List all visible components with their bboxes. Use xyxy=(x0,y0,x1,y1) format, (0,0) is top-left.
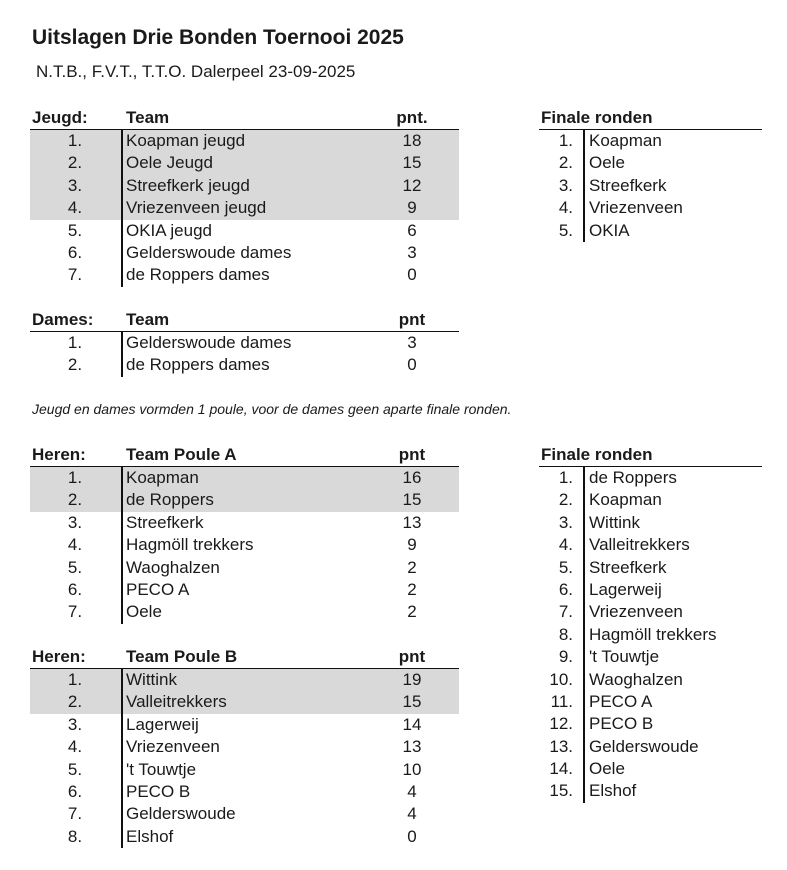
table-row xyxy=(539,758,762,780)
points-cell: 2 xyxy=(407,579,417,599)
rank-cell: 13. xyxy=(549,736,573,756)
table-row xyxy=(539,557,762,579)
team-cell: Valleitrekkers xyxy=(126,692,227,712)
points-column-header: pnt xyxy=(398,445,426,464)
table-row xyxy=(539,489,762,511)
column-divider xyxy=(121,130,123,287)
rank-cell: 5. xyxy=(67,759,83,779)
table-row xyxy=(539,624,762,646)
team-cell: Wittink xyxy=(126,670,177,689)
rank-cell: 5. xyxy=(67,557,83,577)
table-row xyxy=(30,130,459,152)
points-cell: 19 xyxy=(402,670,422,689)
category-label: Heren: xyxy=(32,647,86,666)
team-cell: Waoghalzen xyxy=(126,557,220,577)
team-cell: PECO A xyxy=(126,579,190,599)
rank-cell: 4. xyxy=(67,535,83,555)
team-cell: Streefkerk jeugd xyxy=(126,175,250,195)
team-column-header: Team Poule B xyxy=(126,647,238,666)
heren-poule-a-table xyxy=(30,444,459,624)
team-cell: Hagmöll trekkers xyxy=(126,535,254,555)
rank-cell: 6. xyxy=(67,242,83,262)
page-subtitle: N.T.B., F.V.T., T.T.O. Dalerpeel 23-09-2025 xyxy=(36,62,356,81)
table-row xyxy=(539,534,762,556)
table-row xyxy=(30,242,459,264)
rank-cell: 2. xyxy=(67,153,83,173)
team-cell: Oele xyxy=(126,602,162,622)
rank-cell: 4. xyxy=(558,535,573,555)
finale-header: Finale ronden xyxy=(541,445,653,464)
rank-cell: 2. xyxy=(67,355,83,375)
table-row xyxy=(539,197,762,219)
team-cell: Gelderswoude dames xyxy=(126,242,292,262)
rank-cell: 1. xyxy=(67,670,83,689)
table-row xyxy=(30,152,459,174)
table-row xyxy=(30,467,459,489)
team-cell: Lagerweij xyxy=(589,579,662,599)
table-row xyxy=(539,780,762,802)
team-cell: Gelderswoude xyxy=(589,736,699,756)
table-row xyxy=(539,130,762,152)
points-cell: 15 xyxy=(402,153,422,173)
points-cell: 2 xyxy=(407,557,417,577)
rank-cell: 5. xyxy=(558,220,573,240)
table-row xyxy=(30,669,459,691)
heren-poule-b-table xyxy=(30,646,459,848)
table-row xyxy=(539,512,762,534)
team-cell: Streefkerk xyxy=(589,175,667,195)
rank-cell: 3. xyxy=(67,512,83,532)
rank-cell: 6. xyxy=(67,781,83,801)
table-row xyxy=(30,759,459,781)
rank-cell: 7. xyxy=(67,265,83,285)
table-row xyxy=(30,736,459,758)
team-cell: de Roppers xyxy=(126,490,214,510)
rank-cell: 11. xyxy=(550,691,573,711)
rank-cell: 1. xyxy=(67,468,83,487)
rank-cell: 7. xyxy=(558,602,573,622)
points-cell: 4 xyxy=(407,781,417,801)
team-cell: Gelderswoude dames xyxy=(126,333,292,352)
table-body xyxy=(30,669,459,848)
team-cell: de Roppers xyxy=(589,468,677,487)
jeugd-table xyxy=(30,107,459,287)
rank-cell: 4. xyxy=(558,198,573,218)
rank-cell: 6. xyxy=(67,579,83,599)
column-divider xyxy=(583,130,585,242)
rank-cell: 3. xyxy=(558,512,573,532)
table-row xyxy=(539,691,762,713)
team-cell: de Roppers dames xyxy=(126,355,270,375)
team-cell: Waoghalzen xyxy=(589,669,683,689)
points-cell: 0 xyxy=(407,355,417,375)
points-cell: 9 xyxy=(407,535,417,555)
rank-cell: 15. xyxy=(549,781,573,801)
table-header xyxy=(30,646,459,669)
team-cell: PECO B xyxy=(126,781,191,801)
rank-cell: 5. xyxy=(67,220,83,240)
team-cell: Wittink xyxy=(589,512,640,532)
rank-cell: 3. xyxy=(67,175,83,195)
team-cell: Valleitrekkers xyxy=(589,535,690,555)
team-cell: de Roppers dames xyxy=(126,265,270,285)
points-cell: 3 xyxy=(407,333,417,352)
rank-cell: 3. xyxy=(558,175,573,195)
team-cell: 't Touwtje xyxy=(126,759,197,779)
rank-cell: 1. xyxy=(558,131,573,150)
table-row xyxy=(539,467,762,489)
table-row xyxy=(539,220,762,242)
points-column-header: pnt xyxy=(398,310,426,329)
points-cell: 10 xyxy=(402,759,422,779)
table-row xyxy=(539,152,762,174)
table-row xyxy=(30,175,459,197)
table-header xyxy=(30,444,459,467)
rank-cell: 10. xyxy=(549,669,573,689)
points-cell: 9 xyxy=(407,198,417,218)
table-row xyxy=(539,601,762,623)
rank-cell: 12. xyxy=(549,714,573,734)
points-cell: 16 xyxy=(402,468,422,487)
team-cell: OKIA xyxy=(589,220,630,240)
table-body xyxy=(30,467,459,624)
table-row xyxy=(539,646,762,668)
rank-cell: 4. xyxy=(67,737,83,757)
team-column-header: Team xyxy=(126,310,170,329)
team-cell: Vriezenveen jeugd xyxy=(126,198,267,218)
team-cell: Oele xyxy=(589,153,625,173)
rank-cell: 5. xyxy=(558,557,573,577)
rank-cell: 2. xyxy=(558,153,573,173)
team-cell: Koapman xyxy=(589,490,662,510)
team-cell: Vriezenveen xyxy=(126,737,220,757)
rank-cell: 3. xyxy=(67,714,83,734)
table-header xyxy=(539,107,762,130)
points-column-header: pnt. xyxy=(396,108,428,127)
table-header xyxy=(30,107,459,130)
team-cell: Lagerweij xyxy=(126,714,199,734)
table-body xyxy=(30,332,459,377)
team-cell: Oele Jeugd xyxy=(126,153,213,173)
table-row xyxy=(539,175,762,197)
column-divider xyxy=(121,332,123,377)
table-body xyxy=(539,467,762,803)
team-cell: Elshof xyxy=(589,781,637,801)
team-cell: Oele xyxy=(589,759,625,779)
team-cell: Koapman jeugd xyxy=(126,131,246,150)
table-row xyxy=(30,691,459,713)
rank-cell: 8. xyxy=(67,826,83,846)
rank-cell: 7. xyxy=(67,804,83,824)
team-cell: Koapman xyxy=(589,131,662,150)
rank-cell: 6. xyxy=(558,579,573,599)
points-cell: 13 xyxy=(402,737,422,757)
points-cell: 0 xyxy=(407,265,417,285)
category-label: Jeugd: xyxy=(32,108,88,127)
finale-header: Finale ronden xyxy=(541,108,653,127)
team-cell: Streefkerk xyxy=(589,557,667,577)
finale-jeugd-table xyxy=(539,107,762,242)
team-cell: Elshof xyxy=(126,826,174,846)
team-cell: PECO A xyxy=(589,691,653,711)
points-cell: 15 xyxy=(402,490,422,510)
table-header xyxy=(30,309,459,332)
column-divider xyxy=(121,669,123,848)
rank-cell: 9. xyxy=(558,647,573,667)
team-cell: 't Touwtje xyxy=(589,647,660,667)
table-header xyxy=(539,444,762,467)
points-column-header: pnt xyxy=(398,647,426,666)
column-divider xyxy=(583,467,585,803)
team-cell: Vriezenveen xyxy=(589,198,683,218)
team-cell: Hagmöll trekkers xyxy=(589,624,717,644)
table-row xyxy=(30,826,459,848)
table-row xyxy=(539,713,762,735)
points-cell: 15 xyxy=(402,692,422,712)
points-cell: 13 xyxy=(402,512,422,532)
table-row xyxy=(30,601,459,623)
table-row xyxy=(30,264,459,286)
rank-cell: 4. xyxy=(67,198,83,218)
points-cell: 6 xyxy=(407,220,417,240)
table-row xyxy=(30,354,459,376)
table-row xyxy=(30,332,459,354)
table-row xyxy=(30,579,459,601)
points-cell: 2 xyxy=(407,602,417,622)
points-cell: 0 xyxy=(407,826,417,846)
category-label: Dames: xyxy=(32,310,94,329)
table-row xyxy=(30,534,459,556)
rank-cell: 2. xyxy=(558,490,573,510)
team-cell: PECO B xyxy=(589,714,654,734)
points-cell: 4 xyxy=(407,804,417,824)
team-column-header: Team xyxy=(126,108,170,127)
table-body xyxy=(30,130,459,287)
finale-heren-table xyxy=(539,444,762,803)
points-cell: 12 xyxy=(402,175,422,195)
points-cell: 14 xyxy=(402,714,422,734)
table-row xyxy=(30,714,459,736)
table-row xyxy=(30,197,459,219)
rank-cell: 1. xyxy=(558,468,573,487)
team-cell: Koapman xyxy=(126,468,199,487)
table-body xyxy=(539,130,762,242)
rank-cell: 1. xyxy=(67,333,83,352)
rank-cell: 7. xyxy=(67,602,83,622)
rank-cell: 1. xyxy=(67,131,83,150)
team-column-header: Team Poule A xyxy=(126,445,237,464)
category-label: Heren: xyxy=(32,445,86,464)
table-row xyxy=(30,489,459,511)
table-row xyxy=(539,579,762,601)
table-row xyxy=(30,781,459,803)
rank-cell: 2. xyxy=(67,692,83,712)
rank-cell: 14. xyxy=(549,759,573,779)
team-cell: Vriezenveen xyxy=(589,602,683,622)
table-row xyxy=(30,512,459,534)
table-row xyxy=(30,220,459,242)
team-cell: OKIA jeugd xyxy=(126,220,213,240)
points-cell: 18 xyxy=(402,131,422,150)
rank-cell: 2. xyxy=(67,490,83,510)
rank-cell: 8. xyxy=(558,624,573,644)
page-title: Uitslagen Drie Bonden Toernooi 2025 xyxy=(32,26,404,49)
table-row xyxy=(30,557,459,579)
column-divider xyxy=(121,467,123,624)
table-row xyxy=(539,669,762,691)
points-cell: 3 xyxy=(407,242,417,262)
table-row xyxy=(539,736,762,758)
dames-table xyxy=(30,309,459,377)
team-cell: Gelderswoude xyxy=(126,804,236,824)
note-text: Jeugd en dames vormden 1 poule, voor de dames geen aparte finale ronden. xyxy=(32,401,512,417)
table-row xyxy=(30,803,459,825)
team-cell: Streefkerk xyxy=(126,512,204,532)
